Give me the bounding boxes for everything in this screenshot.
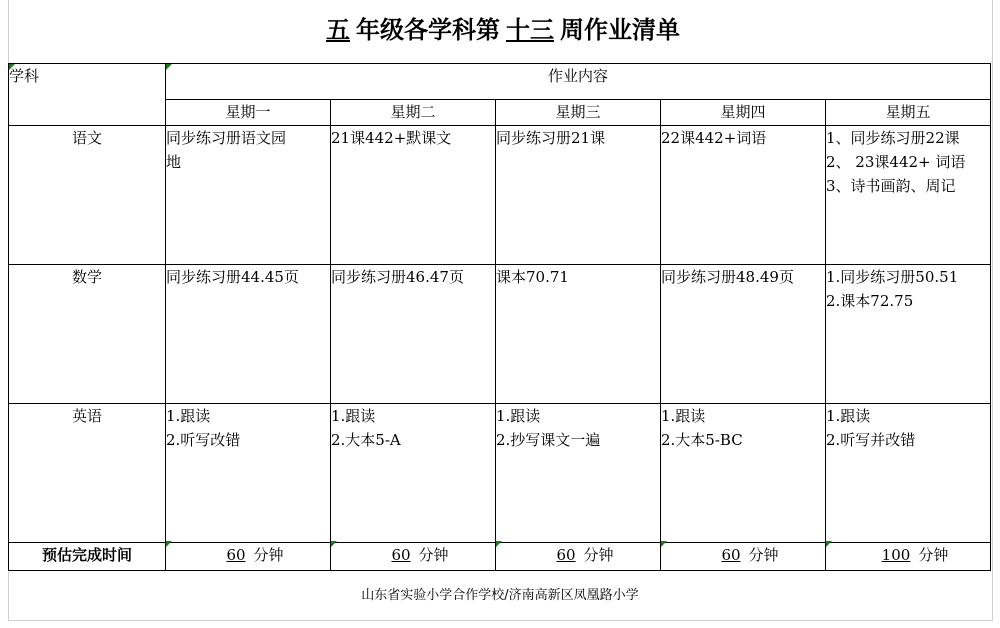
time-cell: 60 分钟 bbox=[331, 543, 496, 571]
homework-cell: 22课442+词语 bbox=[661, 126, 826, 265]
homework-cell: 1、同步练习册22课 2、 23课442+ 词语 3、诗书画韵、周记 bbox=[826, 126, 991, 265]
subject-english: 英语 bbox=[9, 404, 166, 543]
time-cell: 100 分钟 bbox=[826, 543, 991, 571]
page-title bbox=[0, 14, 1000, 46]
time-cell: 60 分钟 bbox=[496, 543, 661, 571]
subject-chinese: 语文 bbox=[9, 126, 166, 265]
homework-cell: 同步练习册44.45页 bbox=[166, 265, 331, 404]
school-footer: 山东省实验小学合作学校/济南高新区凤凰路小学 bbox=[361, 588, 639, 603]
homework-cell: 同步练习册48.49页 bbox=[661, 265, 826, 404]
time-label: 预估完成时间 bbox=[9, 543, 166, 571]
homework-cell: 1.跟读 2.抄写课文一遍 bbox=[496, 404, 661, 543]
cell-marker bbox=[331, 541, 337, 547]
table-row bbox=[9, 404, 991, 543]
cell-marker bbox=[9, 64, 15, 70]
cell-marker bbox=[496, 541, 502, 547]
cell-marker bbox=[166, 541, 172, 547]
homework-cell: 同步练习册语文园 地 bbox=[166, 126, 331, 265]
homework-cell: 1.同步练习册50.51 2.课本72.75 bbox=[826, 265, 991, 404]
day-header: 星期二 bbox=[331, 100, 496, 126]
content-header: 作业内容 bbox=[166, 64, 991, 100]
title-suffix: 周作业清单 bbox=[560, 16, 680, 44]
day-header: 星期四 bbox=[661, 100, 826, 126]
cell-marker bbox=[166, 64, 172, 70]
time-cell: 60 分钟 bbox=[166, 543, 331, 571]
homework-table bbox=[8, 63, 991, 571]
homework-cell: 1.跟读 2.听写改错 bbox=[166, 404, 331, 543]
homework-cell: 课本70.71 bbox=[496, 265, 661, 404]
title-grade: 五 bbox=[326, 16, 350, 44]
cell-marker bbox=[661, 541, 667, 547]
homework-cell: 同步练习册21课 bbox=[496, 126, 661, 265]
subject-math: 数学 bbox=[9, 265, 166, 404]
cell-marker bbox=[826, 541, 832, 547]
day-header: 星期五 bbox=[826, 100, 991, 126]
title-middle: 年级各学科第 bbox=[356, 16, 500, 44]
homework-cell: 1.跟读 2.大本5-BC bbox=[661, 404, 826, 543]
homework-cell: 1.跟读 2.大本5-A bbox=[331, 404, 496, 543]
homework-cell: 1.跟读 2.听写并改错 bbox=[826, 404, 991, 543]
day-header: 星期一 bbox=[166, 100, 331, 126]
homework-cell: 同步练习册46.47页 bbox=[331, 265, 496, 404]
day-header: 星期三 bbox=[496, 100, 661, 126]
subject-header: 学科 bbox=[9, 64, 166, 126]
table-row bbox=[9, 265, 991, 404]
time-cell: 60 分钟 bbox=[661, 543, 826, 571]
homework-cell: 21课442+默课文 bbox=[331, 126, 496, 265]
title-week: 十三 bbox=[506, 16, 554, 44]
table-row bbox=[9, 126, 991, 265]
